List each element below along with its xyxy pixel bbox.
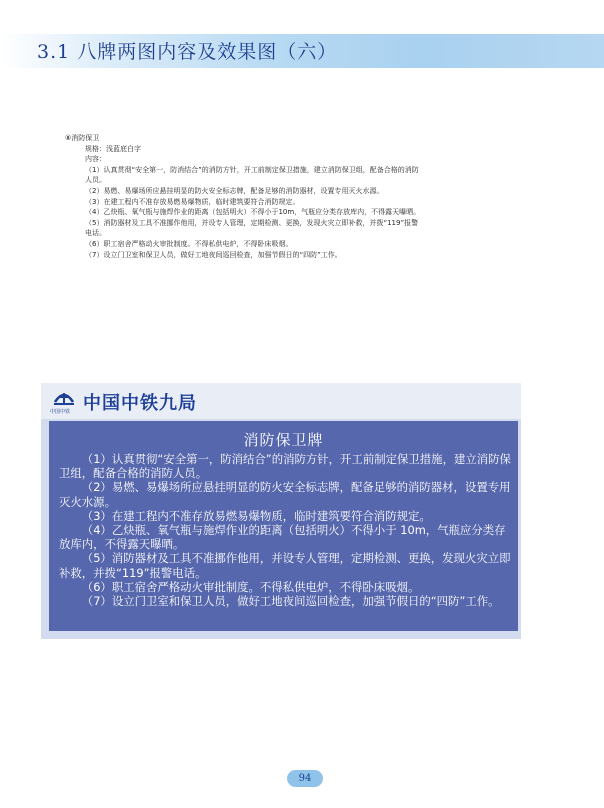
notes-spec: 规格：浅蓝底白字 <box>85 144 141 153</box>
crec-logo-icon <box>53 388 75 406</box>
board-body <box>59 452 512 608</box>
description-notes <box>65 133 485 260</box>
notes-line: （4）乙炔瓶、氧气瓶与施焊作业的距离（包括明火）不得小于10m，气瓶应分类存放库内，不得露天曝晒。 <box>85 208 421 217</box>
page-number: 94 <box>287 770 323 787</box>
board-paragraph: （3）在建工程内不准存放易燃易爆物质，临时建筑要符合消防规定。 <box>81 508 431 523</box>
notes-line: 电话。 <box>85 229 106 238</box>
board-paragraph: （5）消防器材及工具不准挪作他用，并设专人管理，定期检测、更换，发现火灾立即补救，并拨“119”报警电话。 <box>59 551 511 580</box>
sign-board <box>49 421 518 631</box>
notes-content-label: 内容： <box>85 155 106 164</box>
fire-safety-sign <box>41 383 521 639</box>
notes-line: （2）易燃、易爆场所应悬挂明显的防火安全标志牌，配备足够的消防器材，设置专用灭火水源。 <box>85 186 384 195</box>
company-name: 中国中铁九局 <box>83 393 197 414</box>
page-title: 3.1 八牌两图内容及效果图（六） <box>37 41 338 63</box>
notes-heading: ⑧消防保卫 <box>65 134 100 142</box>
logo-subtext: 中国中铁 <box>50 409 71 415</box>
board-paragraph: （2）易燃、易爆场所应悬挂明显的防火安全标志牌，配备足够的消防器材，设置专用灭火水源。 <box>59 480 511 509</box>
board-paragraph: （4）乙炔瓶、氧气瓶与施焊作业的距离（包括明火）不得小于 10m，气瓶应分类存放库内，不得露天曝晒。 <box>59 523 506 552</box>
notes-line: （1）认真贯彻“安全第一，防消结合”的消防方针，开工前制定保卫措施，建立消防保卫组，配备合格的消防 <box>85 165 419 174</box>
board-paragraph: （1）认真贯彻“安全第一，防消结合”的消防方针，开工前制定保卫措施，建立消防保卫组，配备合格的消防人员。 <box>59 452 511 481</box>
board-paragraph: （7）设立门卫室和保卫人员，做好工地夜间巡回检查，加强节假日的“四防”工作。 <box>81 594 500 609</box>
notes-line: （3）在建工程内不准存放易燃易爆物质，临时建筑要符合消防规定。 <box>85 197 300 206</box>
notes-line: 人员。 <box>85 176 106 185</box>
board-title: 消防保卫牌 <box>243 431 324 449</box>
board-paragraph: （6）职工宿舍严格动火审批制度。不得私供电炉，不得卧床吸烟。 <box>81 579 420 594</box>
notes-line: （7）设立门卫室和保卫人员，做好工地夜间巡回检查，加强节假日的“四防”工作。 <box>85 250 342 259</box>
notes-line: （6）职工宿舍严格动火审批制度。不得私供电炉，不得卧床吸烟。 <box>85 239 293 248</box>
sign-header <box>41 383 521 419</box>
notes-line: （5）消防器材及工具不准挪作他用，并设专人管理，定期检测、更换，发现火灾立即补救，并拨“119”报警 <box>85 218 419 227</box>
